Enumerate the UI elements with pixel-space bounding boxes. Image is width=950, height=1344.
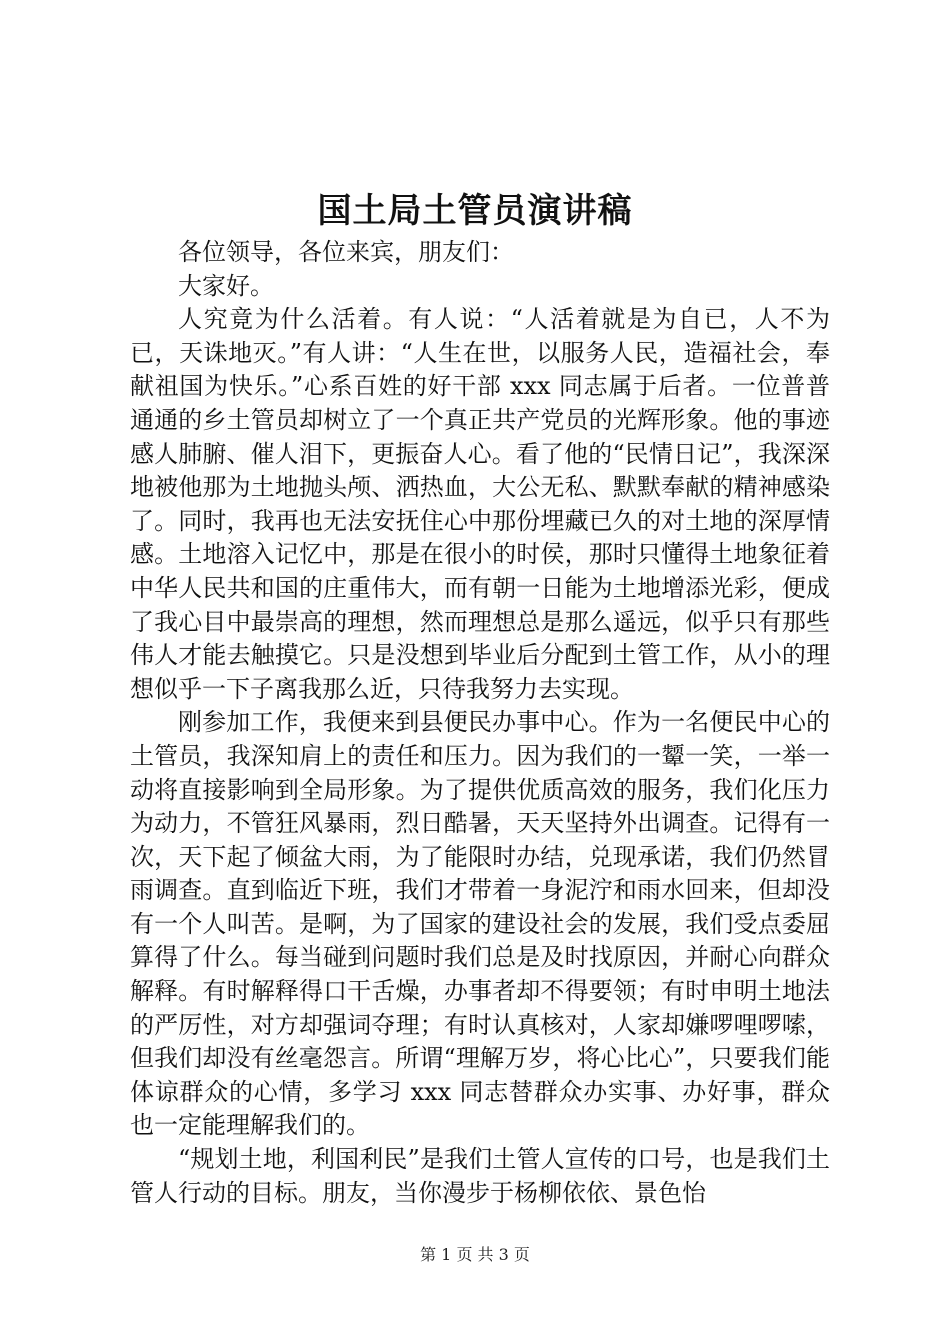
- page-footer: 第 1 页 共 3 页: [420, 1245, 530, 1264]
- salutation-paragraph: 大家好。: [178, 271, 274, 300]
- body-paragraph-2: 刚参加工作，我便来到县便民办事中心。作为一名便民中心的土管员，我深知肩上的责任和压力。因为我们的一颦一笑，一举一动将直接影响到全局形象。为了提供优质高效的服务，我们化压力为动力，不管狂风暴雨，烈日酷暑，天天坚持外出调查。记得有一次，天下起了倾盆大雨，为了能限时办结，兑现承诺，我们仍然冒雨调查。直到临近下班，我们才带着一身泥泞和雨水回来，但却没有一个人叫苦。是啊，为了国家的建设社会的发展，我们受点委屈算得了什么。每当碰到问题时我们总是及时找原因，并耐心向群众解释。有时解释得口干舌燥，办事者却不得要领；有时申明土地法的严厉性，对方却强词夺理；有时认真核对，人家却嫌啰哩啰嗦，但我们却没有丝毫怨言。所谓“理解万岁，将心比心”，只要我们能体谅群众的心情，多学习 xxx 同志替群众办实事、办好事，群众也一定能理解我们的。: [130, 708, 830, 1140]
- greeting-paragraph: 各位领导，各位来宾，朋友们：: [178, 238, 514, 266]
- document-body: [130, 236, 830, 1210]
- document-title: 国土局土管员演讲稿: [317, 191, 633, 231]
- body-paragraph-1: 人究竟为什么活着。有人说：“人活着就是为自已，人不为已，天诛地灭。”有人讲：“人生在世，以服务人民，造福社会，奉献祖国为快乐。”心系百姓的好干部 xxx 同志属于后者。一位普普通通的乡土管员却树立了一个真正共产党员的光辉形象。他的事迹感人肺腑、催人泪下，更振奋人心。看了他的“民情日记”，我深深地被他那为土地抛头颅、洒热血，大公无私、默默奉献的精神感染了。同时，我再也无法安抚住心中那份埋藏已久的对土地的深厚情感。土地溶入记忆中，那是在很小的时侯，那时只懂得土地象征着中华人民共和国的庄重伟大，而有朝一日能为土地增添光彩，便成了我心目中最崇高的理想，然而理想总是那么遥远，似乎只有那些伟人才能去触摸它。只是没想到毕业后分配到土管工作，从小的理想似乎一下子离我那么近，只待我努力去实现。: [130, 305, 830, 703]
- body-paragraph-3: “规划土地，利国利民”是我们土管人宣传的口号，也是我们土管人行动的目标。朋友，当你漫步于杨柳依依、景色怡: [130, 1145, 830, 1207]
